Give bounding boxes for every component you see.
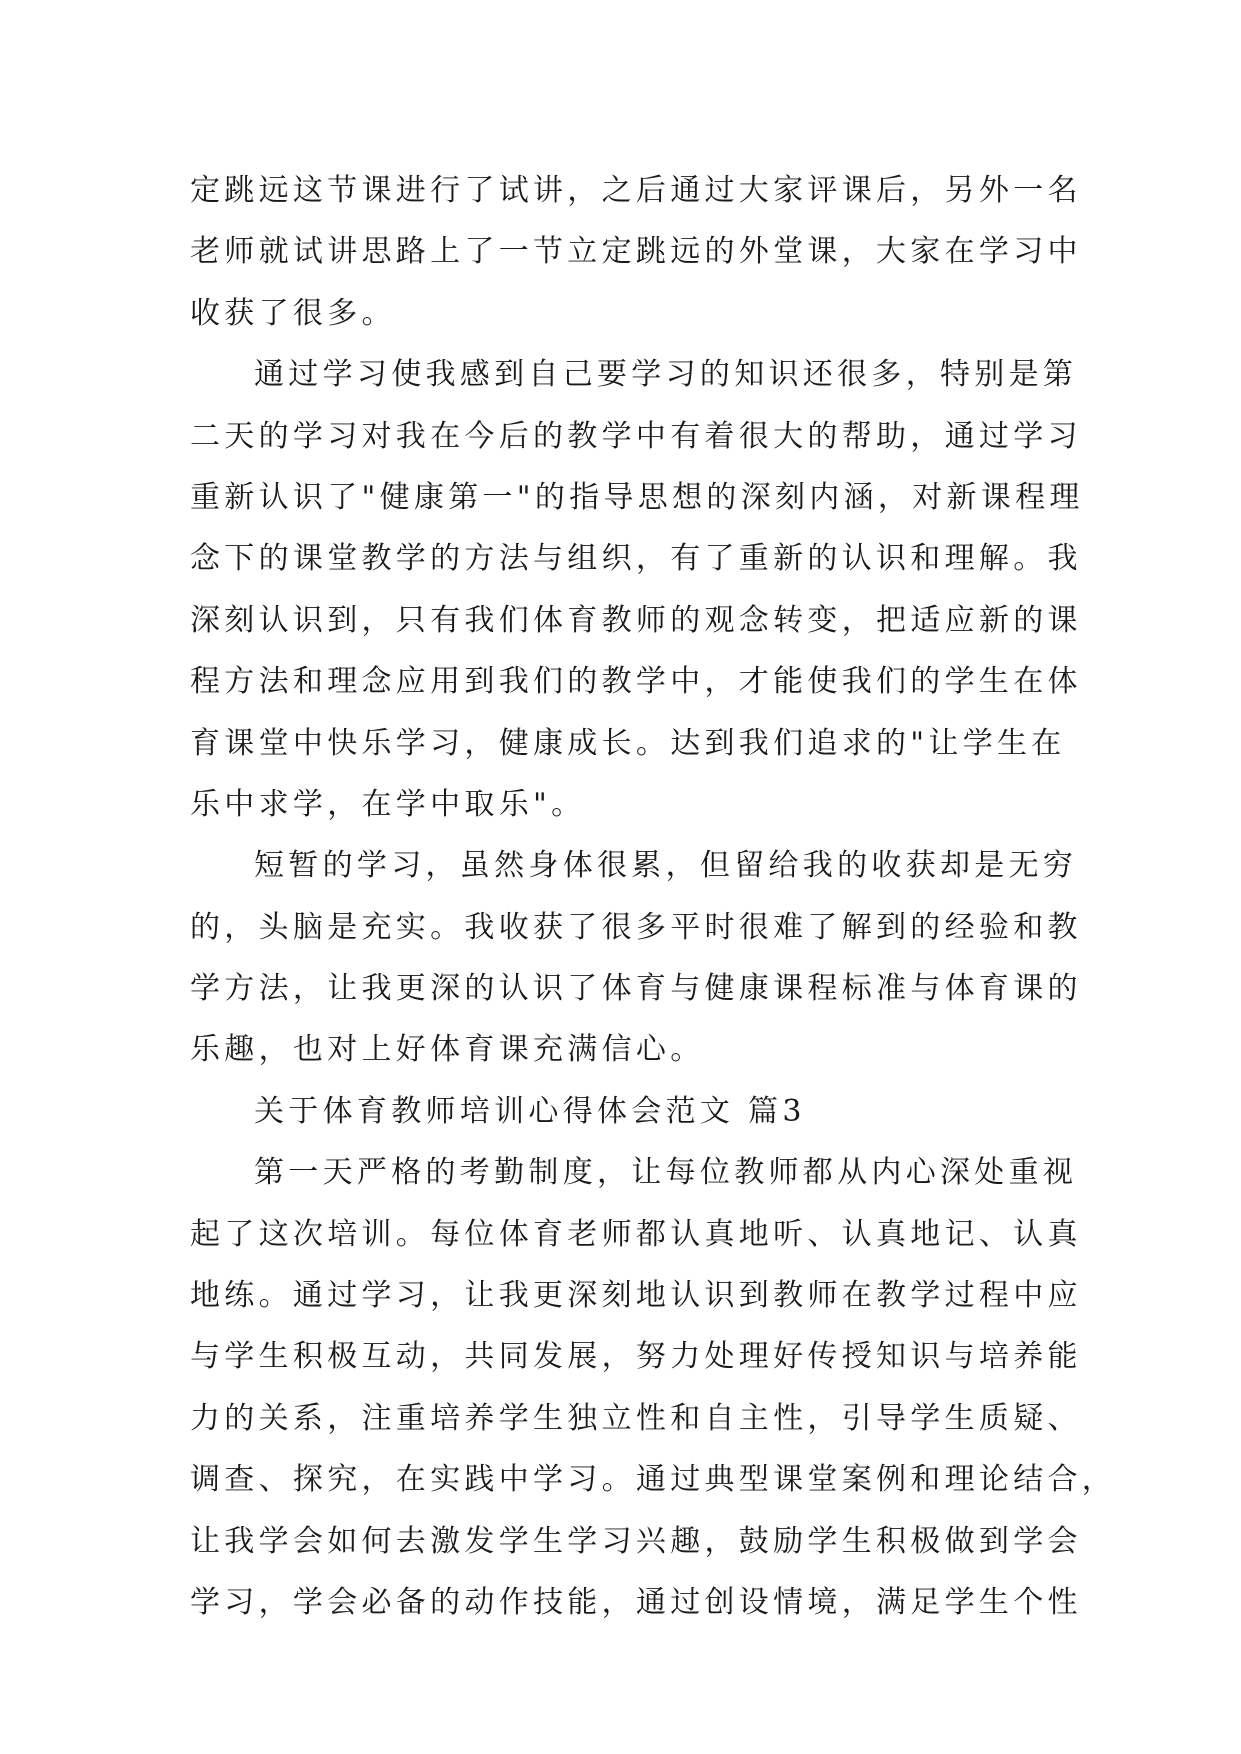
text-line: 重新认识了"健康第一"的指导思想的深刻内涵，对新课程理 — [190, 479, 1084, 515]
text-line: 让我学会如何去激发学生学习兴趣，鼓励学生积极做到学会 — [190, 1523, 1082, 1559]
text-line: 深刻认识到，只有我们体育教师的观念转变，把适应新的课 — [190, 602, 1082, 638]
document-body — [190, 160, 1117, 1633]
text-line: 乐中求学，在学中取乐"。 — [190, 786, 586, 822]
text-line: 与学生积极互动，共同发展，努力处理好传授知识与培养能 — [190, 1339, 1082, 1375]
text-line: 乐趣，也对上好体育课充满信心。 — [190, 1032, 705, 1068]
text-line: 学习，学会必备的动作技能，通过创设情境，满足学生个性 — [190, 1584, 1082, 1620]
text-line: 学方法，让我更深的认识了体育与健康课程标准与体育课的 — [190, 971, 1082, 1007]
text-line: 起了这次培训。每位体育老师都认真地听、认真地记、认真 — [190, 1216, 1082, 1252]
text-line: 二天的学习对我在今后的教学中有着很大的帮助，通过学习 — [190, 418, 1082, 454]
text-line: 的，头脑是充实。我收获了很多平时很难了解到的经验和教 — [190, 909, 1082, 945]
text-line: 程方法和理念应用到我们的教学中，才能使我们的学生在体 — [190, 664, 1082, 700]
text-line: 收获了很多。 — [190, 295, 396, 331]
section-heading: 关于体育教师培训心得体会范文 篇3 — [254, 1093, 806, 1129]
text-line: 地练。通过学习，让我更深刻地认识到教师在教学过程中应 — [190, 1278, 1082, 1314]
text-line: 老师就试讲思路上了一节立定跳远的外堂课，大家在学习中 — [190, 234, 1082, 270]
text-line: 定跳远这节课进行了试讲，之后通过大家评课后，另外一名 — [190, 173, 1082, 208]
text-line: 育课堂中快乐学习，健康成长。达到我们追求的"让学生在 — [190, 725, 1066, 761]
text-line: 力的关系，注重培养学生独立性和自主性，引导学生质疑、 — [190, 1400, 1082, 1436]
paragraph-start-line: 第一天严格的考勤制度，让每位教师都从内心深处重视 — [254, 1155, 1078, 1191]
paragraph-start-line: 短暂的学习，虽然身体很累，但留给我的收获却是无穷 — [254, 848, 1078, 884]
text-line: 调查、探究，在实践中学习。通过典型课堂案例和理论结合， — [190, 1462, 1117, 1498]
paragraph-start-line: 通过学习使我感到自己要学习的知识还很多，特别是第 — [254, 357, 1078, 393]
text-line: 念下的课堂教学的方法与组织，有了重新的认识和理解。我 — [190, 541, 1082, 577]
